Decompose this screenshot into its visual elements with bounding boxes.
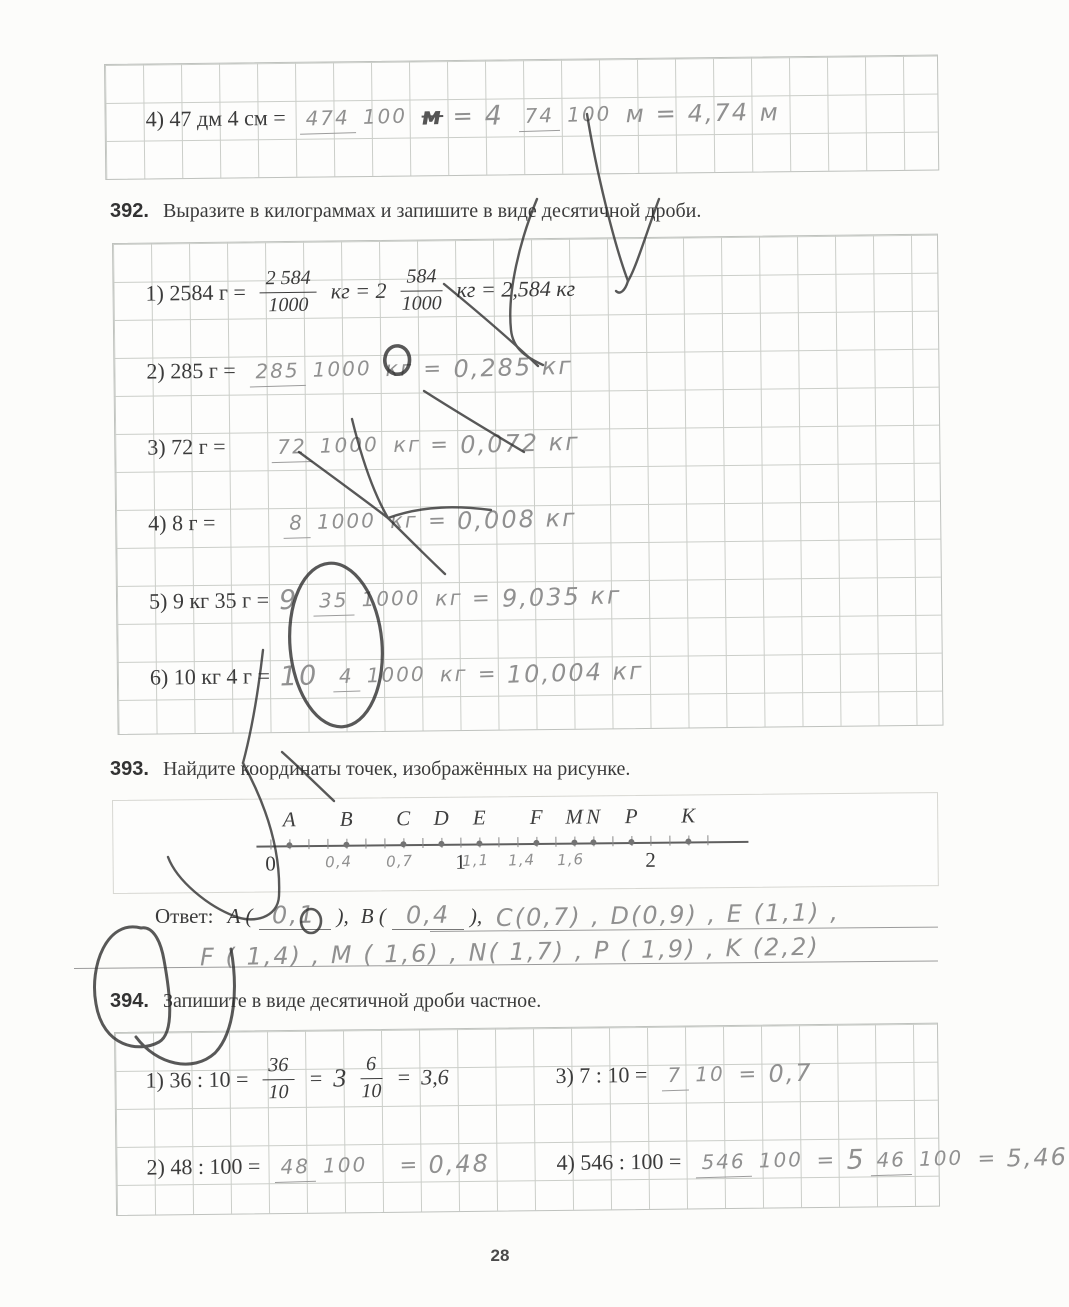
answer-blank-a <box>259 901 331 930</box>
unit-kg: кг <box>439 661 469 687</box>
point-label: D <box>433 805 449 830</box>
point-label: E <box>472 805 486 830</box>
tick-mark <box>612 836 613 846</box>
unit-kg: кг <box>392 432 422 458</box>
equals-sign: = <box>477 661 498 687</box>
equals-sign: = <box>398 1152 420 1177</box>
top-item-label: 4) 47 дм 4 см = <box>145 104 286 132</box>
point-dot <box>685 838 691 844</box>
fraction-48-100: 48 100 <box>274 1154 367 1178</box>
point-dot <box>343 842 349 848</box>
point-dot <box>286 842 292 848</box>
point-label: F <box>529 804 543 829</box>
item-label: 3) 7 : 10 = <box>555 1061 648 1088</box>
fraction-546-100: 546 100 <box>695 1149 803 1173</box>
unit-kg: кг <box>389 508 419 534</box>
point-label: P <box>624 803 638 829</box>
point-dot <box>438 841 444 847</box>
problem-392-heading <box>110 200 701 223</box>
hand-coordinate-label: 0,7 <box>385 851 414 871</box>
item-label: 4) 8 г = <box>148 509 216 536</box>
fraction-8-1000: 8 1000 <box>283 510 376 534</box>
hand-coordinate-label: 1,4 <box>507 850 536 870</box>
item-394-4 <box>556 1122 1069 1198</box>
top-item-row <box>145 79 780 152</box>
answer-line-2 <box>199 932 820 972</box>
equals-sign: = <box>430 432 451 457</box>
number-line-axis <box>256 841 748 848</box>
printed-result: кг = 2,584 кг <box>456 275 576 303</box>
item-392-3 <box>147 407 580 484</box>
item-label: 1) 2584 г = <box>145 279 246 306</box>
fraction-4-1000: 4 1000 <box>333 663 426 687</box>
hand-answers-fmnpk: F ( 1,4) , M ( 1,6) , N( 1,7) , P ( 1,9) , K (2,2) <box>199 932 820 972</box>
problem-393-heading <box>110 758 630 781</box>
tick-mark <box>517 837 518 847</box>
point-label: B <box>339 806 353 831</box>
item-392-4 <box>148 483 578 560</box>
fraction-6-10: $\frac{6}{10}$ <box>361 1053 382 1103</box>
point-label: C <box>396 806 411 831</box>
fraction-474-100: 474 100 <box>299 105 407 129</box>
hand-coordinate-label: 1,1 <box>461 850 490 871</box>
item-392-5 <box>149 560 622 637</box>
item-label: 2) 285 г = <box>146 357 236 384</box>
item-label: 5) 9 кг 35 г = <box>148 587 270 614</box>
axis-label: 2 <box>645 847 656 872</box>
grid-block-top <box>104 55 939 180</box>
whole-4: 4 <box>484 99 505 132</box>
hand-result: 0,008 кг <box>457 503 578 536</box>
problem-title: Найдите координаты точек, изображённых на рисунке. <box>162 758 631 780</box>
fraction-72-1000: 72 1000 <box>271 434 379 458</box>
equals-sign: = <box>396 1064 412 1090</box>
hand-result: 10,004 кг <box>506 656 645 689</box>
tick-mark <box>555 837 556 847</box>
equals-sign: = <box>655 99 679 128</box>
item-394-3 <box>555 1041 813 1108</box>
grid-block-394 <box>114 1023 1069 1216</box>
equals-sign: = <box>452 101 476 131</box>
result-474: 4,74 <box>687 98 750 128</box>
fraction-74-100: 74 100 <box>519 103 612 127</box>
item-394-2 <box>146 1129 490 1203</box>
point-dot <box>590 839 596 845</box>
tick-mark <box>422 838 423 848</box>
item-392-2 <box>146 331 573 408</box>
tick-mark <box>460 838 461 848</box>
problem-394-heading <box>110 990 541 1013</box>
axis-label: 1 <box>455 849 466 874</box>
problem-number: 392. <box>110 200 149 222</box>
point-dot <box>533 840 539 846</box>
problem-title: Запишите в виде десятичной дроби частное. <box>162 990 542 1012</box>
fraction-46-100: 46 100 <box>870 1147 963 1171</box>
point-label: A <box>282 807 296 832</box>
hand-value-a: 0,1 <box>272 900 317 930</box>
point-dot <box>628 839 634 845</box>
equals-sign: = <box>423 356 444 381</box>
fraction-35-1000: 35 1000 <box>313 587 421 611</box>
number-line <box>112 792 939 894</box>
point-dot <box>476 840 482 846</box>
unit-m-struck: м <box>420 101 444 131</box>
point-label: N <box>586 804 601 829</box>
problem-title: Выразите в килограммах и запишите в виде десятичной дроби. <box>162 200 702 222</box>
problem-number: 394. <box>110 990 149 1012</box>
equals-sign: = <box>308 1065 324 1091</box>
hand-result: 0,48 <box>428 1149 491 1179</box>
equals-sign: = <box>738 1061 759 1087</box>
answer-prefix: Ответ: <box>155 904 214 928</box>
hand-whole: 5 <box>845 1143 867 1176</box>
equals-sign: = <box>427 508 448 533</box>
tick-mark <box>650 836 651 846</box>
pen-loop-left <box>95 927 170 1047</box>
point-dot <box>571 840 577 846</box>
tick-mark <box>707 835 708 845</box>
tick-mark <box>365 839 366 849</box>
item-label: 1) 36 : 10 = <box>145 1066 249 1093</box>
point-b-open: В ( <box>360 904 386 928</box>
unit-m: м <box>625 99 647 129</box>
printed-mid: кг = 2 <box>330 277 387 304</box>
tick-mark <box>498 837 499 847</box>
point-label: M <box>565 804 584 829</box>
hand-result: 0,285 кг <box>452 351 574 384</box>
answer-line-1 <box>155 898 841 932</box>
point-dot <box>400 841 406 847</box>
item-label: 2) 48 : 100 = <box>146 1153 261 1180</box>
grid-block-392 <box>112 234 944 735</box>
fraction-36-10: $\frac{36}{10}$ <box>262 1055 295 1103</box>
unit-m: м <box>759 98 780 127</box>
page-number: 28 <box>490 1246 510 1265</box>
problem-number: 393. <box>110 758 149 780</box>
fraction-584-1000: $\frac{584}{1000}$ <box>401 265 442 315</box>
hand-result: 0,072 кг <box>459 427 581 460</box>
hand-result: 0,7 <box>767 1058 813 1088</box>
printed-result: 3,6 <box>420 1064 449 1090</box>
equals-sign: = <box>472 585 493 611</box>
hand-coordinate-label: 0,4 <box>325 852 353 872</box>
item-label: 6) 10 кг 4 г = <box>149 663 271 690</box>
hand-whole: 10 <box>279 659 319 692</box>
point-a-close: ), <box>336 904 349 928</box>
hand-whole: 9 <box>278 584 299 616</box>
axis-label: 0 <box>265 851 276 876</box>
equals-sign: = <box>816 1147 837 1173</box>
fraction-7-10: 7 10 <box>661 1063 725 1086</box>
tick-mark <box>327 839 328 849</box>
point-b-close: ), <box>469 904 483 928</box>
item-392-1 <box>145 253 575 330</box>
unit-kg: кг <box>434 585 463 611</box>
printed-whole: 3 <box>333 1063 347 1093</box>
equals-sign: = <box>977 1145 998 1171</box>
tick-mark <box>270 839 271 849</box>
point-label: K <box>681 803 696 828</box>
hand-coordinate-label: 1,6 <box>556 850 585 870</box>
fraction-285-1000: 285 1000 <box>249 357 372 382</box>
hand-value-b: 0,4 <box>405 900 451 930</box>
fraction-2584-1000: $\frac{2 584}{1000}$ <box>260 268 318 317</box>
hand-result: 5,46 <box>1006 1142 1069 1173</box>
item-label: 3) 72 г = <box>147 433 226 460</box>
hand-result: 9,035 кг <box>501 581 622 613</box>
tick-mark <box>384 838 385 848</box>
item-392-6 <box>150 636 645 714</box>
answer-blank-b <box>392 901 464 930</box>
unit-kg: кг <box>385 356 414 382</box>
tick-mark <box>308 839 309 849</box>
tick-mark <box>669 836 670 846</box>
point-a-open: А ( <box>227 904 253 928</box>
item-label: 4) 546 : 100 = <box>556 1148 682 1175</box>
item-394-1 <box>145 1045 449 1112</box>
hand-answers-cde: C(0,7) , D(0,9) , E (1,1) , <box>495 898 841 932</box>
